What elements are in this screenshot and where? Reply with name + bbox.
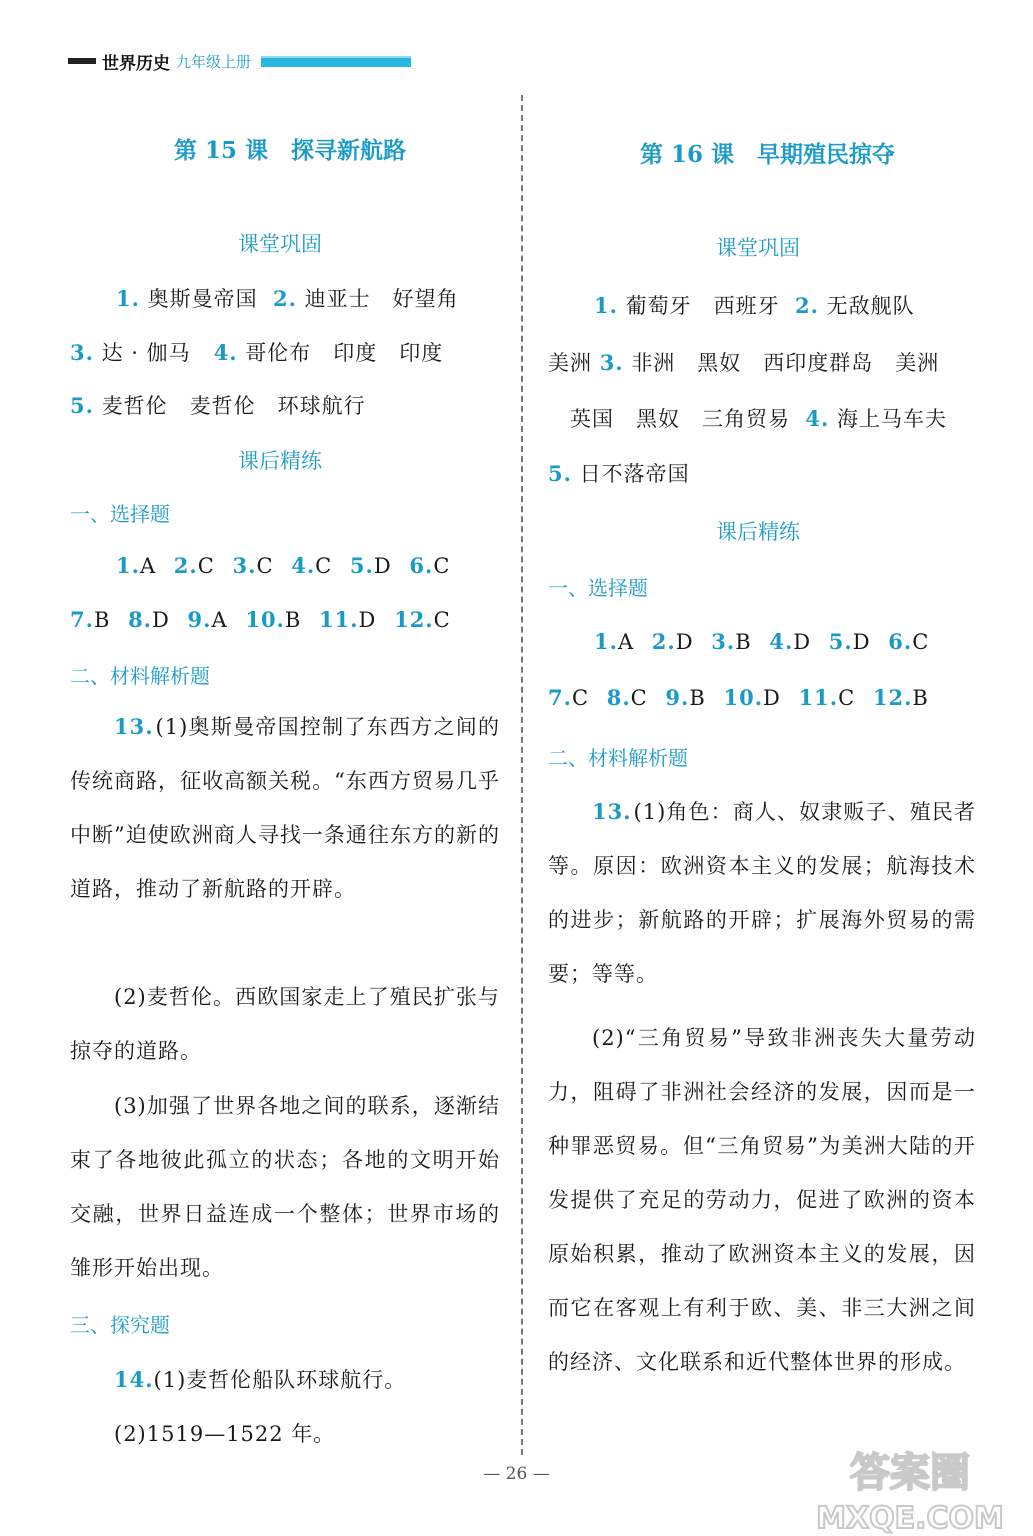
lesson-16-title: 第 16 课 早期殖民掠夺 [640,141,896,168]
right-consol-line-3: 英国 黑奴 三角贸易 4. 海上马车夫 [570,406,947,431]
running-header [68,50,411,72]
left-q14-part1: 14.(1)麦哲伦船队环球航行。 [114,1367,407,1392]
watermark-line-2: MXQE.COM [816,1501,1004,1536]
left-practice-title: 课后精练 [238,449,322,473]
right-consol-line-4: 5. 日不落帝国 [548,461,690,486]
left-inquiry-title: 三、探究题 [70,1313,170,1337]
left-consolidation-title: 课堂巩固 [238,232,322,256]
right-consol-line-1: 1. 葡萄牙 西班牙 2. 无敌舰队 [594,293,915,318]
left-q13-part1: 13.(1)奥斯曼帝国控制了东西方之间的传统商路，征收高额关税。“东西方贸易几乎中断”迫使欧洲商人寻找一条通往东方的新的道路，推动了新航路的开辟。 [70,714,500,901]
left-consol-line-2: 3. 达 · 伽马 4. 哥伦布 印度 印度 [70,340,444,365]
left-q13-part2: (2)麦哲伦。西欧国家走上了殖民扩张与掠夺的道路。 [70,985,500,1063]
left-choice-row-1: 1.A 2.C 3.C 4.C 5.D 6.C [116,553,451,578]
page-number: — 26 — [483,1464,550,1484]
right-material-title: 二、材料解析题 [548,746,688,770]
header-subject: 世界历史 [102,53,170,74]
left-consol-line-3: 5. 麦哲伦 麦哲伦 环球航行 [70,393,366,418]
right-choice-row-2: 7.C 8.C 9.B 10.D 11.C 12.B [548,685,929,710]
header-grade: 九年级上册 [176,52,252,71]
header-bar-icon [68,58,96,64]
left-choice-row-2: 7.B 8.D 9.A 10.B 11.D 12.C [70,607,451,632]
right-choice-row-1: 1.A 2.D 3.B 4.D 5.D 6.C [594,629,930,654]
watermark-line-1: 答案圈 [850,1450,970,1496]
right-practice-title: 课后精练 [716,520,800,544]
right-consolidation-title: 课堂巩固 [716,236,800,260]
watermark-logo [800,1440,1030,1536]
right-consol-line-2: 美洲 3. 非洲 黑奴 西印度群岛 美洲 [548,350,940,375]
left-material-title: 二、材料解析题 [70,664,210,688]
right-q13-part1: 13.(1)角色：商人、奴隶贩子、殖民者等。原因：欧洲资本主义的发展；航海技术的进步；新航路的开辟；扩展海外贸易的需要；等等。 [548,799,976,986]
right-choice-title: 一、选择题 [548,576,648,600]
left-consol-line-1: 1. 奥斯曼帝国 2. 迪亚士 好望角 [116,286,459,311]
left-q14-part2: (2)1519—1522 年。 [114,1422,336,1446]
header-decor-bar [261,56,411,67]
left-choice-title: 一、选择题 [70,502,170,526]
lesson-15-title: 第 15 课 探寻新航路 [174,137,407,164]
left-q13-part3: (3)加强了世界各地之间的联系，逐渐结束了各地彼此孤立的状态；各地的文明开始交融，世界日益连成一个整体；世界市场的雏形开始出现。 [70,1094,500,1280]
column-divider [521,95,523,1455]
right-q13-part2: (2)“三角贸易”导致非洲丧失大量劳动力，阻碍了非洲社会经济的发展，因而是一种罪恶贸易。但“三角贸易”为美洲大陆的开发提供了充足的劳动力，促进了欧洲的资本原始积累，推动了欧洲资本主义的发展，因而它在客观上有利于欧、美、非三大洲之间的经济、文化联系和近代整体世界的形成。 [548,1026,976,1374]
